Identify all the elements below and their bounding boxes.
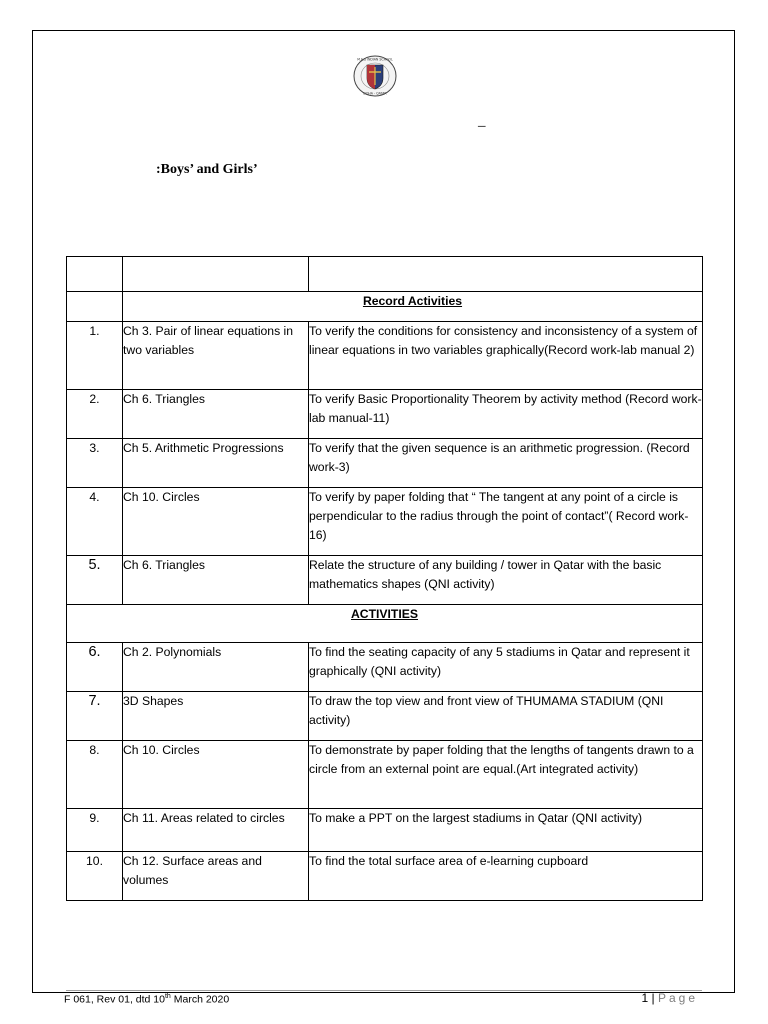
table-row bbox=[67, 439, 703, 488]
svg-text:DOHA - QATAR: DOHA - QATAR bbox=[363, 91, 387, 96]
row-number: 10. bbox=[67, 852, 123, 901]
row-number: 1. bbox=[67, 322, 123, 390]
table-row bbox=[67, 809, 703, 852]
row-number: 8. bbox=[67, 741, 123, 809]
row-number: 7. bbox=[67, 692, 123, 741]
table-row bbox=[67, 741, 703, 809]
row-topic: Ch 5. Arithmetic Progressions bbox=[123, 439, 309, 488]
table-row bbox=[67, 643, 703, 692]
section-subtitle: :Boys’ and Girls’ bbox=[156, 162, 258, 177]
row-activity: Relate the structure of any building / tower in Qatar with the basic mathematics shapes (QNI activity) bbox=[309, 556, 703, 605]
header-cell-topic bbox=[123, 257, 309, 292]
row-number: 2. bbox=[67, 390, 123, 439]
row-topic: Ch 6. Triangles bbox=[123, 556, 309, 605]
table-header-row bbox=[67, 257, 703, 292]
row-activity: To verify Basic Proportionality Theorem by activity method (Record work-lab manual-11) bbox=[309, 390, 703, 439]
page-number: 1 bbox=[641, 991, 649, 1005]
row-number: 6. bbox=[67, 643, 123, 692]
row-activity: To find the seating capacity of any 5 stadiums in Qatar and represent it graphically (QNI activity) bbox=[309, 643, 703, 692]
row-topic: Ch 6. Triangles bbox=[123, 390, 309, 439]
row-activity: To find the total surface area of e-learning cupboard bbox=[309, 852, 703, 901]
row-number: 3. bbox=[67, 439, 123, 488]
school-crest-logo bbox=[352, 54, 398, 98]
row-activity: To verify by paper folding that “ The tangent at any point of a circle is perpendicular to the radius through the point of contact”( Record work-16) bbox=[309, 488, 703, 556]
row-activity: To make a PPT on the largest stadiums in Qatar (QNI activity) bbox=[309, 809, 703, 852]
row-topic: Ch 10. Circles bbox=[123, 741, 309, 809]
row-number: 9. bbox=[67, 809, 123, 852]
doc-ref-prefix: F 061, Rev 01, dtd 10 bbox=[64, 993, 165, 1006]
row-activity: To verify the conditions for consistency and inconsistency of a system of linear equations in two variables graphically(Record work-lab manual 2) bbox=[309, 322, 703, 390]
section-row-activities bbox=[67, 605, 703, 643]
row-activity: To demonstrate by paper folding that the lengths of tangents drawn to a circle from an external point are equal.(Art integrated activity) bbox=[309, 741, 703, 809]
activities-table bbox=[66, 256, 703, 901]
row-topic: 3D Shapes bbox=[123, 692, 309, 741]
footer-doc-ref bbox=[64, 993, 229, 1006]
table-row bbox=[67, 556, 703, 605]
header-cell-activity bbox=[309, 257, 703, 292]
row-topic: Ch 11. Areas related to circles bbox=[123, 809, 309, 852]
header-cell-no bbox=[67, 257, 123, 292]
section-title-activities: ACTIVITIES bbox=[67, 605, 703, 643]
page-label: Page bbox=[657, 991, 698, 1005]
row-topic: Ch 3. Pair of linear equations in two variables bbox=[123, 322, 309, 390]
row-number: 4. bbox=[67, 488, 123, 556]
svg-text:M.E.S INDIAN SCHOOL: M.E.S INDIAN SCHOOL bbox=[357, 57, 393, 62]
section-row-record bbox=[67, 292, 703, 322]
row-topic: Ch 10. Circles bbox=[123, 488, 309, 556]
row-activity: To draw the top view and front view of THUMAMA STADIUM (QNI activity) bbox=[309, 692, 703, 741]
table-row bbox=[67, 322, 703, 390]
table-row bbox=[67, 692, 703, 741]
footer-divider bbox=[66, 990, 702, 991]
row-number: 5. bbox=[67, 556, 123, 605]
doc-ref-suffix: March 2020 bbox=[170, 993, 230, 1006]
row-topic: Ch 2. Polynomials bbox=[123, 643, 309, 692]
page-separator: | bbox=[648, 991, 658, 1005]
section-title-record: Record Activities bbox=[123, 292, 703, 322]
row-activity: To verify that the given sequence is an arithmetic progression. (Record work-3) bbox=[309, 439, 703, 488]
table-row bbox=[67, 390, 703, 439]
row-topic: Ch 12. Surface areas and volumes bbox=[123, 852, 309, 901]
doc-ref-sup: th bbox=[164, 993, 171, 1000]
footer-page-indicator bbox=[641, 991, 698, 1005]
table-row bbox=[67, 852, 703, 901]
table-row bbox=[67, 488, 703, 556]
title-dash: – bbox=[478, 118, 486, 134]
